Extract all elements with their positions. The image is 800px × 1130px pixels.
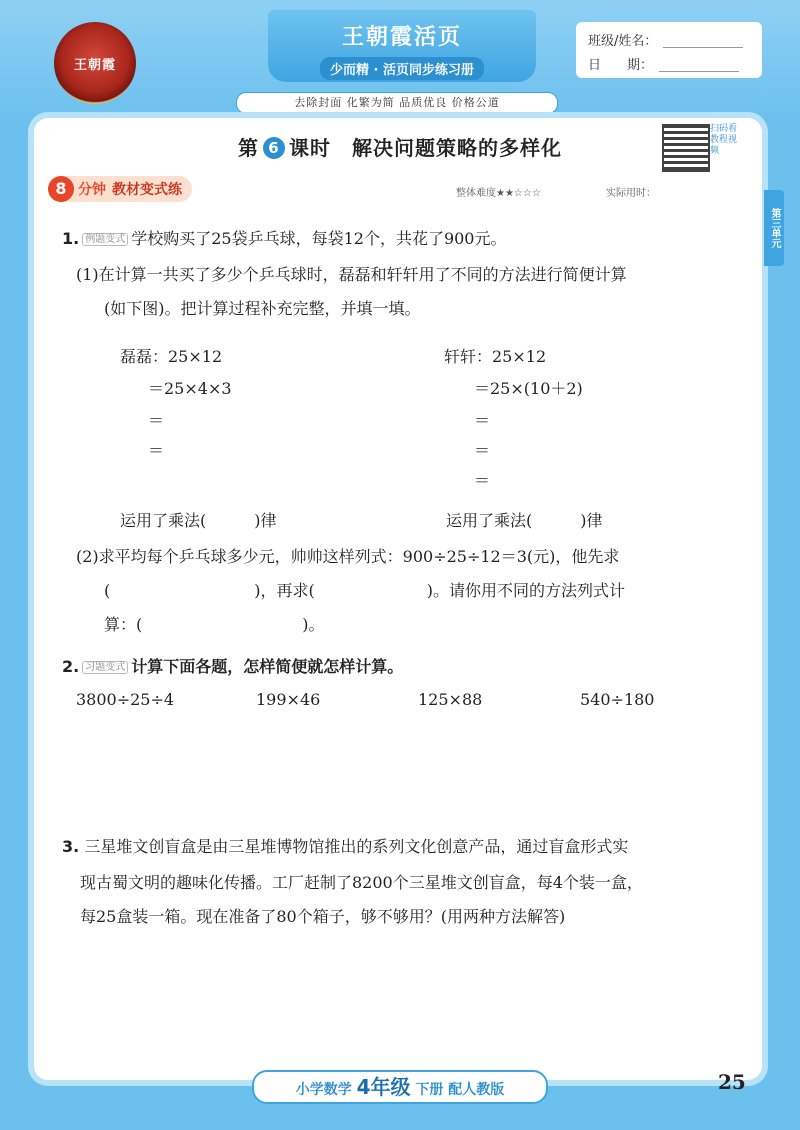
qr-caption: 扫码看教程视频 xyxy=(710,124,738,156)
question-1-text: 学校购买了25袋乒乓球，每袋12个，共花了900元。 xyxy=(131,229,507,248)
timer-unit: 分钟 xyxy=(78,182,106,198)
xuanxuan-step-1: ＝25×(10＋2) xyxy=(474,379,583,398)
slogan: 去除封面 化繁为简 品质优良 价格公道 xyxy=(236,92,558,114)
class-name-label: 班级/姓名： xyxy=(588,34,658,49)
question-1-part1-line1: (1)在计算一共买了多少个乒乓球时，磊磊和轩轩用了不同的方法进行简便计算 xyxy=(76,265,627,284)
leilei-step-1: ＝25×4×3 xyxy=(148,379,232,398)
xuanxuan-step-3-blank[interactable]: ＝ xyxy=(474,441,491,460)
brand-banner xyxy=(268,10,536,82)
question-1-part1-line2: (如下图)。把计算过程补充完整，并填一填。 xyxy=(104,299,421,318)
date-label: 日 期： xyxy=(588,58,654,73)
calc-item-1: 3800÷25÷4 xyxy=(76,690,175,709)
xuanxuan-step-4-blank[interactable]: ＝ xyxy=(474,471,491,490)
leilei-step-2-blank[interactable]: ＝ xyxy=(148,411,165,430)
calc-item-2: 199×46 xyxy=(256,690,321,709)
footer-banner xyxy=(252,1070,548,1104)
question-2-stem xyxy=(62,654,403,677)
tag-label: 教材变式练 xyxy=(112,182,182,198)
difficulty-rating: 整体难度★★☆☆☆ xyxy=(456,188,541,199)
footer-grade: 4年级 xyxy=(356,1075,411,1099)
calc-item-4: 540÷180 xyxy=(580,690,655,709)
question-1-part2-line3[interactable]: 算：( )。 xyxy=(104,615,325,634)
question-2-text: 计算下面各题，怎样简便就怎样计算。 xyxy=(131,657,404,676)
title-prefix: 第 xyxy=(238,136,259,160)
footer-edition: 配人教版 xyxy=(448,1082,505,1098)
calc-item-3: 125×88 xyxy=(418,690,483,709)
timer-tag xyxy=(48,176,192,202)
actual-time-label: 实际用时： xyxy=(606,188,656,199)
question-1-stem xyxy=(62,226,506,249)
lesson-number: 6 xyxy=(263,137,285,159)
unit-side-tab: 第三单元 xyxy=(764,190,784,266)
footer-volume: 下册 xyxy=(415,1082,444,1098)
date-field[interactable] xyxy=(659,59,739,72)
leilei-step-3-blank[interactable]: ＝ xyxy=(148,441,165,460)
question-3-number: 3. xyxy=(62,837,80,856)
brand-title: 王朝霞活页 xyxy=(341,25,462,50)
question-2-number: 2. xyxy=(62,657,80,676)
question-3-text-1: 三星堆文创盲盒是由三星堆博物馆推出的系列文化创意产品，通过盲盒形式实 xyxy=(84,837,629,856)
xuanxuan-expression: 轩轩：25×12 xyxy=(444,347,547,366)
timer-number: 8 xyxy=(48,176,74,202)
brand-subtitle: 少而精 · 活页同步练习册 xyxy=(320,57,484,80)
xuanxuan-step-2-blank[interactable]: ＝ xyxy=(474,411,491,430)
student-info-box xyxy=(576,22,762,78)
question-1-part2-line1: (2)求平均每个乒乓球多少元，帅帅这样列式：900÷25÷12＝3(元)，他先求 xyxy=(76,547,620,566)
class-name-field[interactable] xyxy=(663,35,743,48)
publisher-logo xyxy=(54,22,136,104)
question-1-number: 1. xyxy=(62,229,80,248)
question-2-tag: 习题变式 xyxy=(82,661,128,674)
footer-subject: 小学数学 xyxy=(295,1082,352,1098)
question-1-tag: 例题变式 xyxy=(82,233,128,246)
question-1-part2-line2[interactable]: ( )，再求( )。请你用不同的方法列式计 xyxy=(104,581,625,600)
xuanxuan-law-blank[interactable]: 运用了乘法( )律 xyxy=(446,511,603,530)
title-suffix: 课时 解决问题策略的多样化 xyxy=(289,136,562,160)
logo-text: 王朝霞 xyxy=(73,57,116,73)
question-3-line2: 现古蜀文明的趣味化传播。工厂赶制了8200个三星堆文创盲盒，每4个装一盒， xyxy=(80,873,643,892)
question-3-line1 xyxy=(62,834,628,857)
leilei-law-blank[interactable]: 运用了乘法( )律 xyxy=(120,511,277,530)
question-3-line3: 每25盒装一箱。现在准备了80个箱子，够不够用？(用两种方法解答) xyxy=(80,907,566,926)
leilei-expression: 磊磊：25×12 xyxy=(120,347,223,366)
page-number: 25 xyxy=(718,1070,746,1094)
qr-code-icon[interactable] xyxy=(662,124,710,172)
